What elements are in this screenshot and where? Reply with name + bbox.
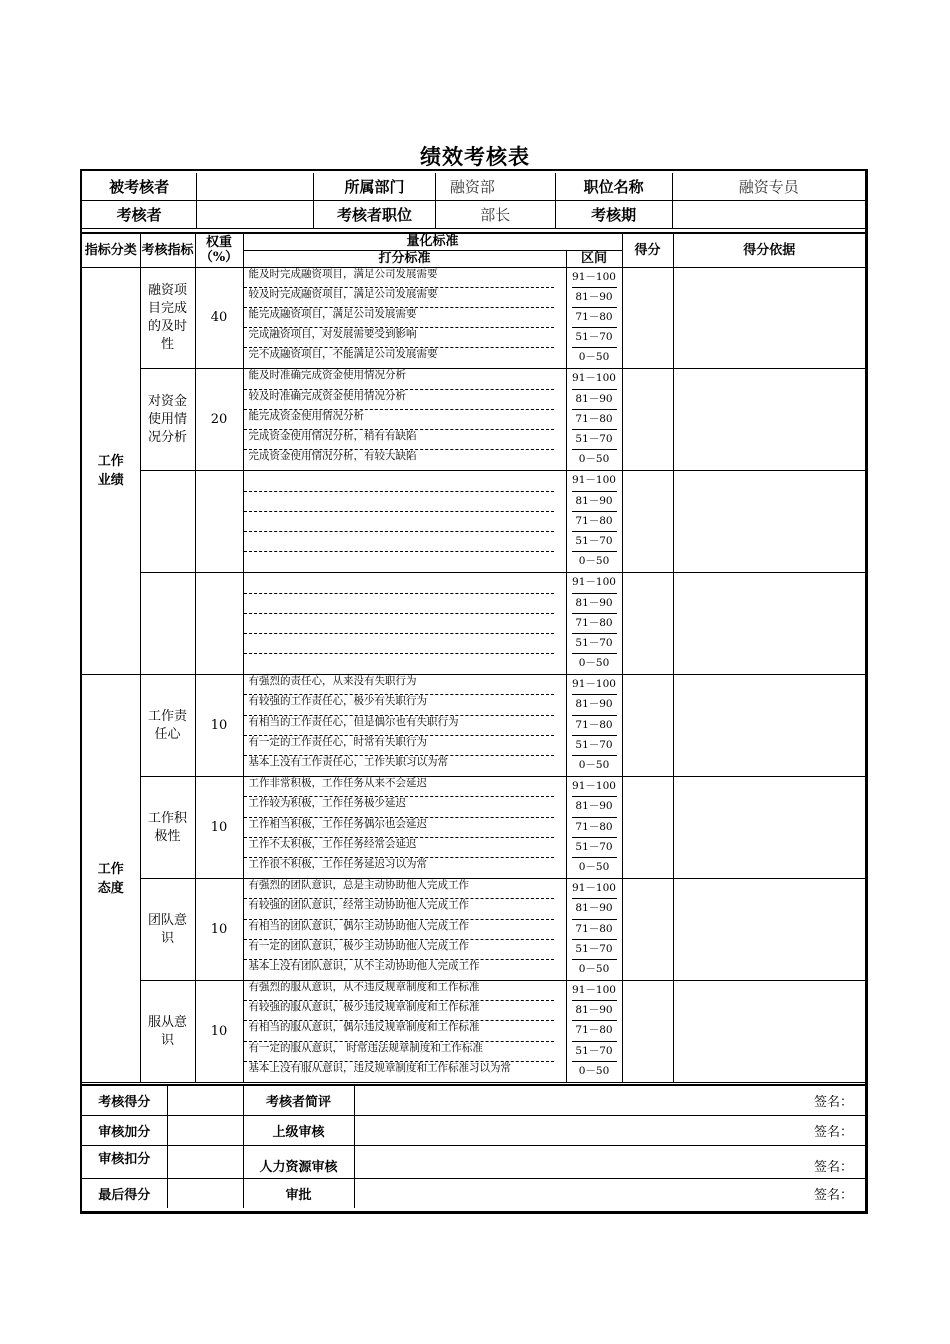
- indicator-text: 工作责任心: [147, 708, 187, 742]
- range-value: 81－90: [572, 288, 617, 308]
- criteria-list: [243, 471, 566, 573]
- examiner-field[interactable]: [197, 201, 314, 229]
- dept-field[interactable]: 融资部: [435, 173, 555, 201]
- range-value: 91－100: [572, 777, 617, 797]
- range-value: 81－90: [572, 390, 617, 410]
- criterion-text: [244, 654, 554, 674]
- range-value: 91－100: [572, 471, 617, 491]
- basis-field[interactable]: [673, 981, 865, 1083]
- criterion-text: [244, 512, 554, 532]
- criterion-text: 能及时准确完成资金使用情况分析: [244, 369, 554, 389]
- criterion-text: [244, 492, 554, 512]
- deduct-label: 审核扣分: [82, 1146, 167, 1179]
- indicator-name: [140, 573, 195, 675]
- range-list: [566, 471, 622, 573]
- period-field[interactable]: [672, 201, 865, 229]
- criterion-text: 有一定的团队意识，极少主动协助他人完成工作: [244, 940, 554, 960]
- criterion-text: [244, 614, 554, 634]
- range-value: 0－50: [578, 453, 610, 466]
- approve-signature[interactable]: 签名：: [354, 1179, 865, 1209]
- weight-value: 10: [195, 981, 243, 1083]
- range-value: 81－90: [572, 1001, 617, 1021]
- range-value: 51－70: [572, 838, 617, 858]
- footer-row-deduct: [82, 1146, 865, 1179]
- range-value: 91－100: [572, 268, 617, 288]
- range-value: 91－100: [572, 369, 617, 389]
- basis-field[interactable]: [673, 879, 865, 981]
- superior-signature[interactable]: 签名：: [354, 1116, 865, 1146]
- range-list: [566, 879, 622, 981]
- weight-value: 10: [195, 777, 243, 879]
- indicator-name: [140, 267, 195, 369]
- indicator-text: 工作积极性: [147, 810, 187, 844]
- basis-field[interactable]: [673, 573, 865, 675]
- indicator-row: [82, 471, 865, 573]
- criterion-text: [244, 634, 554, 654]
- score-field[interactable]: [622, 471, 673, 573]
- final-field[interactable]: [167, 1179, 243, 1209]
- criterion-text: 有相当的服从意识，偶尔违反规章制度和工作标准: [244, 1021, 554, 1041]
- header-row-1: [82, 173, 865, 201]
- range-value: 91－100: [572, 573, 617, 593]
- range-value: 0－50: [578, 657, 610, 670]
- range-value: 71－80: [572, 818, 617, 838]
- examiner-position-field[interactable]: 部长: [435, 201, 555, 229]
- weight-value: 10: [195, 675, 243, 777]
- indicator-name: [140, 471, 195, 573]
- criterion-text: 能及时完成融资项目，满足公司发展需要: [244, 268, 554, 288]
- range-value: 71－80: [572, 410, 617, 430]
- examinee-field[interactable]: [197, 173, 314, 201]
- score-label: 考核得分: [82, 1085, 167, 1116]
- range-value: 81－90: [572, 797, 617, 817]
- hr-signature[interactable]: 签名：: [354, 1146, 865, 1179]
- indicator-text: 团队意识: [147, 912, 187, 946]
- criterion-text: 有一定的工作责任心，时常有失职行为: [244, 736, 554, 756]
- footer-row-add: [82, 1116, 865, 1146]
- examinee-label: 被考核者: [82, 173, 197, 201]
- criterion-text: 有强烈的团队意识，总是主动协助他人完成工作: [244, 879, 554, 899]
- score-field[interactable]: [622, 777, 673, 879]
- criterion-text: 有相当的工作责任心，但是偶尔也有失职行为: [244, 716, 554, 736]
- category-text: 工作业绩: [97, 453, 124, 488]
- score-field[interactable]: [622, 675, 673, 777]
- range-value: 51－70: [572, 634, 617, 654]
- range-value: 0－50: [578, 1064, 610, 1077]
- basis-field[interactable]: [673, 267, 865, 369]
- criterion-text: 完不成融资项目，不能满足公司发展需要: [248, 348, 438, 361]
- criterion-text: 有较强的服从意识，极少违反规章制度和工作标准: [244, 1001, 554, 1021]
- col-range: 区间: [566, 250, 622, 267]
- basis-field[interactable]: [673, 369, 865, 471]
- header-row-2: [82, 201, 865, 229]
- criteria-list: [243, 981, 566, 1083]
- footer-row-final: [82, 1179, 865, 1209]
- criterion-text: 工作非常积极，工作任务从来不会延迟: [244, 777, 554, 797]
- position-field[interactable]: 融资专员: [672, 173, 865, 201]
- criteria-list: [243, 777, 566, 879]
- range-value: 71－80: [572, 512, 617, 532]
- criterion-text: 有强烈的责任心，从来没有失职行为: [244, 675, 554, 695]
- range-value: 51－70: [572, 940, 617, 960]
- scoring-table: [82, 232, 865, 1083]
- indicator-text: 对资金使用情况分析: [147, 393, 187, 445]
- col-weight: 权重（%）: [195, 233, 243, 267]
- col-basis: 得分依据: [673, 233, 865, 267]
- indicator-text: 融资项目完成的及时性: [147, 282, 187, 352]
- range-value: 91－100: [572, 675, 617, 695]
- column-header-row-1: [82, 233, 865, 250]
- indicator-name: [140, 981, 195, 1083]
- criterion-text: [244, 552, 554, 572]
- criterion-text: [244, 532, 554, 552]
- col-quant: 量化标准: [243, 233, 622, 250]
- criterion-text: 有强烈的服从意识，从不违反规章制度和工作标准: [244, 981, 554, 1001]
- category-text: 工作态度: [97, 861, 124, 896]
- indicator-name: [140, 369, 195, 471]
- range-value: 71－80: [572, 1021, 617, 1041]
- approve-label: 审批: [243, 1179, 354, 1209]
- range-value: 0－50: [578, 962, 610, 975]
- criterion-text: [244, 594, 554, 614]
- range-value: 71－80: [572, 716, 617, 736]
- criteria-list: [243, 267, 566, 369]
- indicator-name: [140, 879, 195, 981]
- criterion-text: 基本上没有工作责任心，工作失职习以为常: [248, 756, 448, 768]
- final-label: 最后得分: [82, 1179, 167, 1209]
- comment-label: 考核者简评: [243, 1085, 354, 1116]
- criterion-text: 基本上没有服从意识，违反规章制度和工作标准习以为常: [248, 1061, 511, 1074]
- category-label: [82, 267, 140, 675]
- range-value: 0－50: [578, 351, 610, 364]
- examiner-position-label: 考核者职位: [314, 201, 436, 229]
- criteria-list: [243, 879, 566, 981]
- criterion-text: 有较强的工作责任心，极少有失职行为: [244, 695, 554, 715]
- basis-field[interactable]: [673, 471, 865, 573]
- criterion-text: 有一定的服从意识， 时常违法规章制度和工作标准: [244, 1042, 554, 1062]
- range-value: 51－70: [572, 736, 617, 756]
- indicator-row: [82, 573, 865, 675]
- weight-value: 40: [195, 267, 243, 369]
- range-value: 0－50: [578, 555, 610, 568]
- range-value: 81－90: [572, 899, 617, 919]
- indicator-row: [82, 267, 865, 369]
- basis-field[interactable]: [673, 777, 865, 879]
- range-value: 81－90: [572, 492, 617, 512]
- criterion-text: 工作不太积极，工作任务经常会延迟: [244, 838, 554, 858]
- col-indicator: 考核指标: [140, 233, 195, 267]
- range-value: 51－70: [572, 430, 617, 450]
- comment-signature[interactable]: 签名：: [354, 1085, 865, 1116]
- form-frame: [80, 169, 868, 1214]
- criterion-text: 能完成资金使用情况分析: [244, 410, 554, 430]
- col-category: 指标分类: [82, 233, 140, 267]
- page-title: 绩效考核表: [420, 144, 530, 169]
- range-value: 71－80: [572, 920, 617, 940]
- range-value: 71－80: [572, 614, 617, 634]
- basis-field[interactable]: [673, 675, 865, 777]
- score-field[interactable]: [622, 573, 673, 675]
- range-value: 51－70: [572, 1042, 617, 1062]
- score-field[interactable]: [622, 369, 673, 471]
- criterion-text: 能完成融资项目，满足公司发展需要: [244, 308, 554, 328]
- range-value: 81－90: [572, 695, 617, 715]
- criterion-text: 工作很不积极，工作任务延迟习以为常: [248, 857, 427, 870]
- period-label: 考核期: [555, 201, 672, 229]
- dept-label: 所属部门: [314, 173, 436, 201]
- range-value: 51－70: [572, 328, 617, 348]
- range-list: [566, 675, 622, 777]
- range-value: 0－50: [578, 759, 610, 771]
- weight-value: 20: [195, 369, 243, 471]
- criteria-list: [243, 369, 566, 471]
- criterion-text: 较及时准确完成资金使用情况分析: [244, 390, 554, 410]
- range-list: [566, 267, 622, 369]
- criterion-text: 完成资金使用情况分析，有较大缺陷: [248, 450, 417, 463]
- score-field[interactable]: [622, 267, 673, 369]
- position-label: 职位名称: [555, 173, 672, 201]
- range-list: [566, 573, 622, 675]
- range-list: [566, 981, 622, 1083]
- category-label: [82, 675, 140, 1083]
- indicator-row: [82, 369, 865, 471]
- add-label: 审核加分: [82, 1116, 167, 1146]
- range-list: [566, 369, 622, 471]
- deduct-field[interactable]: [167, 1146, 243, 1179]
- weight-value: [195, 471, 243, 573]
- range-value: 81－90: [572, 594, 617, 614]
- examiner-label: 考核者: [82, 201, 197, 229]
- criteria-list: [243, 573, 566, 675]
- indicator-row: [82, 879, 865, 981]
- indicator-name: [140, 675, 195, 777]
- criterion-text: [244, 471, 554, 491]
- scoring-body: [82, 267, 865, 1083]
- col-score: 得分: [622, 233, 673, 267]
- range-list: [566, 777, 622, 879]
- indicator-row: [82, 675, 865, 777]
- criterion-text: [244, 573, 554, 593]
- indicator-row: [82, 777, 865, 879]
- criterion-text: 较及时完成融资项目，满足公司发展需要: [244, 288, 554, 308]
- header-table: [82, 173, 865, 229]
- criterion-text: 工作相当积极，工作任务偶尔也会延迟: [244, 818, 554, 838]
- criterion-text: 基本上没有团队意识，从不主动协助他人完成工作: [248, 959, 480, 972]
- hr-label: 人力资源审核: [243, 1146, 354, 1179]
- criterion-text: 工作较为积极，工作任务极少延迟: [244, 797, 554, 817]
- weight-value: [195, 573, 243, 675]
- indicator-text: 服从意识: [147, 1014, 187, 1048]
- score-field[interactable]: [622, 879, 673, 981]
- range-value: 51－70: [572, 532, 617, 552]
- indicator-name: [140, 777, 195, 879]
- add-field[interactable]: [167, 1116, 243, 1146]
- col-scoring: 打分标准: [243, 250, 566, 267]
- weight-value: 10: [195, 879, 243, 981]
- score-field[interactable]: [622, 981, 673, 1083]
- criteria-list: [243, 675, 566, 777]
- range-value: 0－50: [578, 860, 610, 873]
- range-value: 91－100: [572, 981, 617, 1001]
- criterion-text: 有较强的团队意识，经常主动协助他人完成工作: [244, 899, 554, 919]
- superior-label: 上级审核: [243, 1116, 354, 1146]
- criterion-text: 完成资金使用情况分析，稍有有缺陷: [244, 430, 554, 450]
- footer-row-score: [82, 1085, 865, 1116]
- score-field[interactable]: [167, 1085, 243, 1116]
- footer-table: [82, 1084, 865, 1208]
- criterion-text: 有相当的团队意识，偶尔主动协助他人完成工作: [244, 920, 554, 940]
- criterion-text: 完成融资项目，对发展需要受到影响: [244, 328, 554, 348]
- indicator-row: [82, 981, 865, 1083]
- range-value: 71－80: [572, 308, 617, 328]
- range-value: 91－100: [572, 879, 617, 899]
